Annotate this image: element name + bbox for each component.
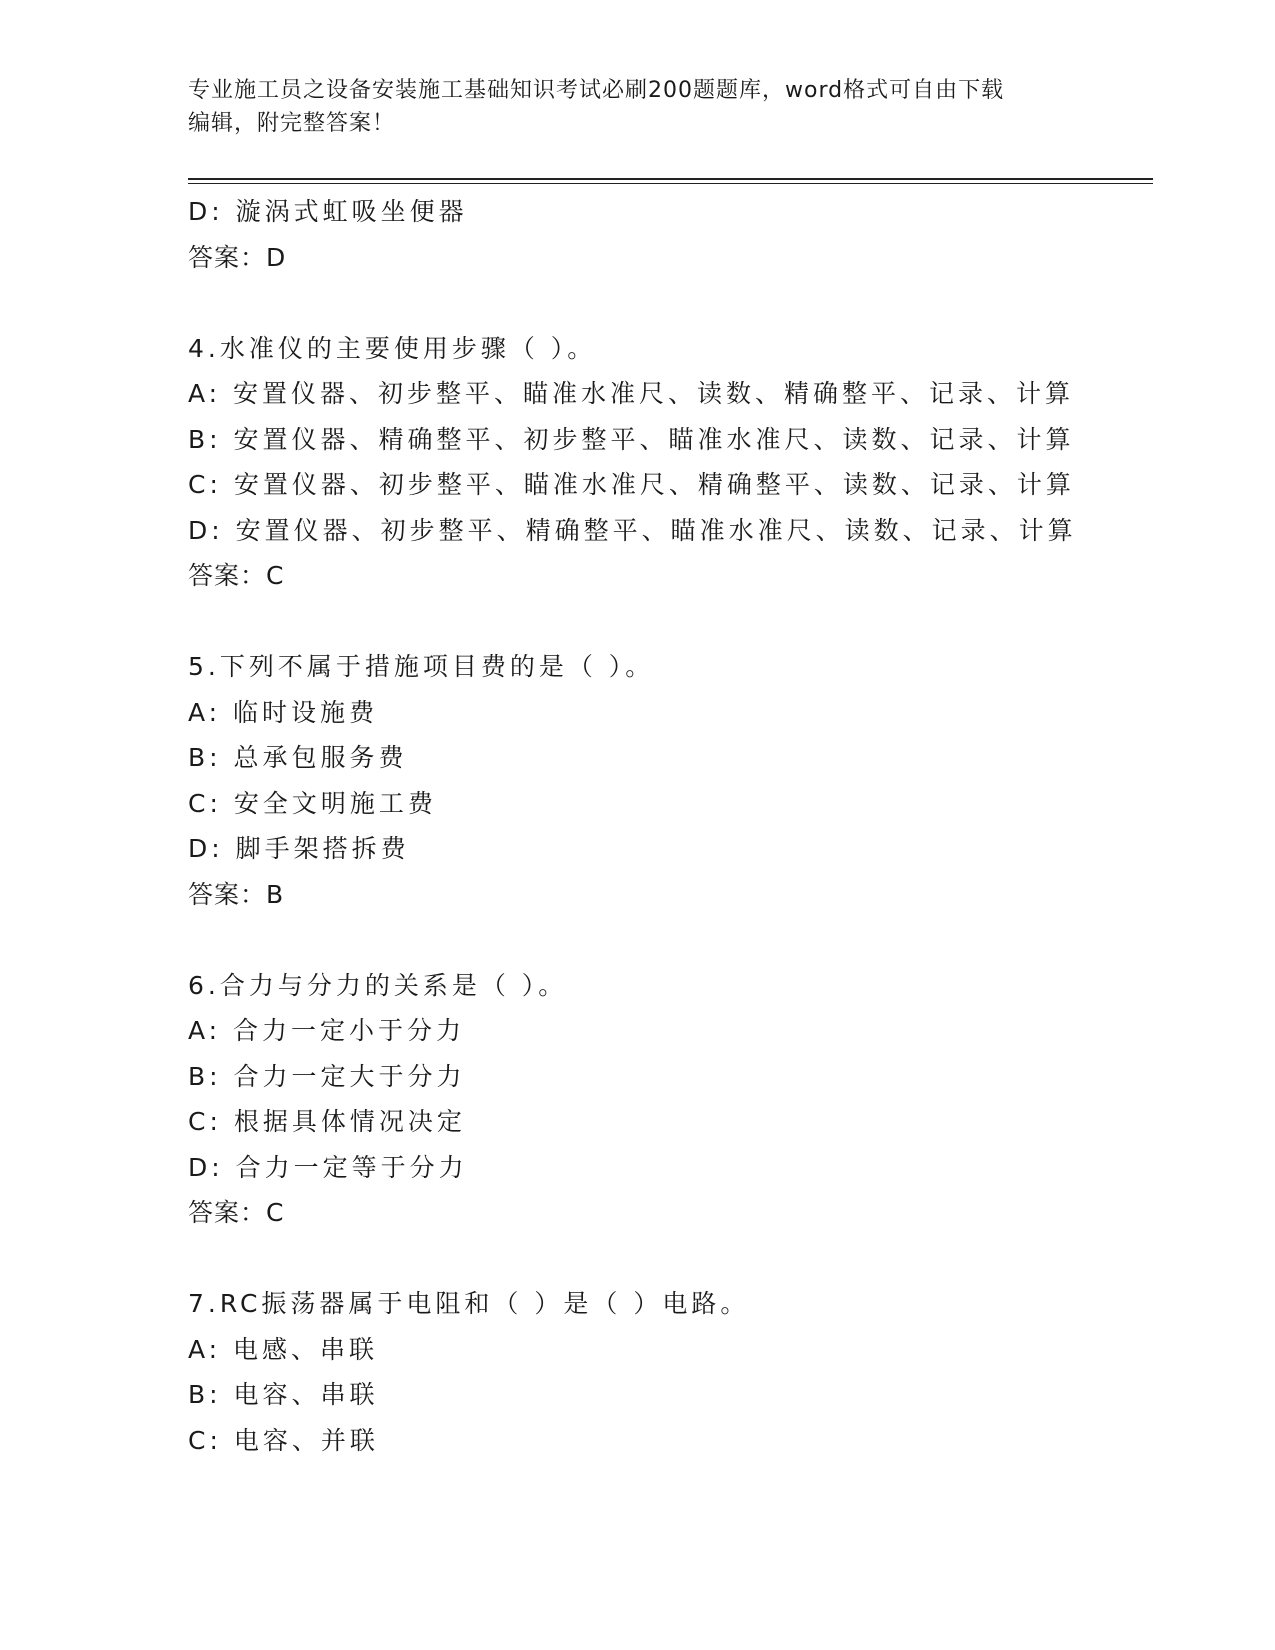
header-divider-thick bbox=[188, 178, 1153, 180]
question-text: 6.合力与分力的关系是（ ）。 bbox=[188, 970, 568, 1000]
option-c: C: 安全文明施工费 bbox=[188, 788, 437, 818]
option-b: B: 安置仪器、精确整平、初步整平、瞄准水准尺、读数、记录、计算 bbox=[188, 424, 1075, 454]
question-4 bbox=[188, 326, 1153, 599]
answer: 答案：C bbox=[188, 1198, 285, 1227]
option-d: D: 漩涡式虹吸坐便器 bbox=[188, 197, 468, 226]
document-header bbox=[188, 74, 1068, 140]
question-6 bbox=[188, 963, 1153, 1236]
option-c: C: 电容、并联 bbox=[188, 1425, 379, 1455]
answer: 答案：C bbox=[188, 561, 285, 590]
header-divider-thin bbox=[188, 183, 1153, 184]
spacer bbox=[188, 1236, 1153, 1282]
question-7 bbox=[188, 1281, 1153, 1463]
option-c: C: 安置仪器、初步整平、瞄准水准尺、精确整平、读数、记录、计算 bbox=[188, 470, 1075, 499]
answer: 答案：B bbox=[188, 879, 285, 909]
question-text: 4.水准仪的主要使用步骤（ ）。 bbox=[188, 333, 597, 363]
option-b: B: 合力一定大于分力 bbox=[188, 1061, 466, 1091]
option-d: D: 合力一定等于分力 bbox=[188, 1152, 468, 1182]
spacer bbox=[188, 280, 1153, 326]
question-list bbox=[188, 189, 1153, 1463]
header-title-line-1: 专业施工员之设备安装施工基础知识考试必刷200题题库，word格式可自由下载 bbox=[188, 78, 1005, 103]
header-title-line-2: 编辑，附完整答案！ bbox=[188, 111, 396, 136]
question-3-tail bbox=[188, 189, 1153, 280]
option-a: A: 临时设施费 bbox=[188, 697, 379, 727]
option-b: B: 总承包服务费 bbox=[188, 743, 408, 772]
answer: 答案：D bbox=[188, 242, 287, 272]
question-5 bbox=[188, 644, 1153, 917]
spacer bbox=[188, 599, 1153, 645]
option-d: D: 脚手架搭拆费 bbox=[188, 834, 410, 863]
option-d: D: 安置仪器、初步整平、精确整平、瞄准水准尺、读数、记录、计算 bbox=[188, 515, 1077, 545]
spacer bbox=[188, 917, 1153, 963]
option-b: B: 电容、串联 bbox=[188, 1380, 379, 1409]
question-text: 5.下列不属于措施项目费的是（ ）。 bbox=[188, 652, 655, 681]
option-a: A: 电感、串联 bbox=[188, 1334, 379, 1364]
option-c: C: 根据具体情况决定 bbox=[188, 1107, 466, 1136]
option-a: A: 安置仪器、初步整平、瞄准水准尺、读数、精确整平、记录、计算 bbox=[188, 379, 1075, 408]
option-a: A: 合力一定小于分力 bbox=[188, 1016, 466, 1045]
question-text: 7.RC振荡器属于电阻和（ ）是（ ）电路。 bbox=[188, 1289, 750, 1318]
